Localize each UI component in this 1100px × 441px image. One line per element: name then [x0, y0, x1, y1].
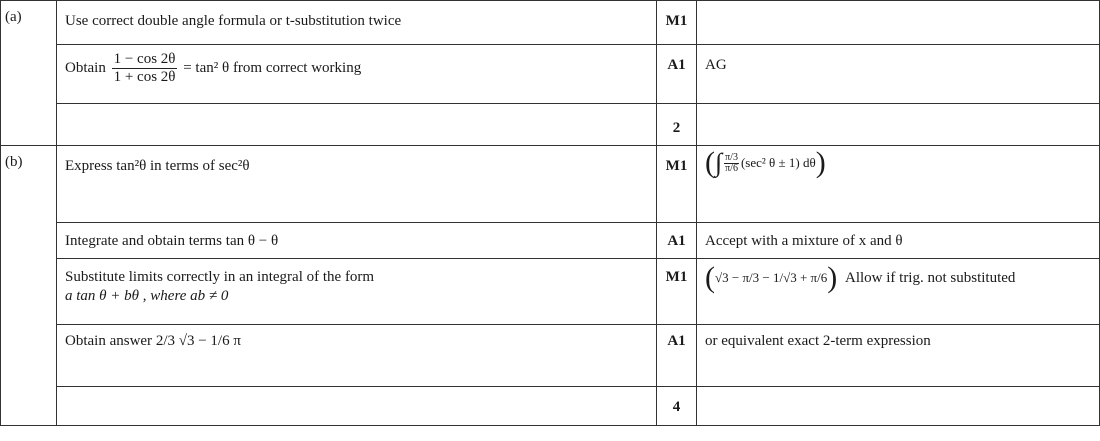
answer-cell [57, 387, 657, 426]
mark-cell [657, 387, 697, 426]
question-label: (a) [5, 9, 22, 25]
table-row [1, 1, 1100, 45]
guidance-cell [697, 223, 1100, 259]
answer-cell [57, 325, 657, 387]
mark-cell [657, 146, 697, 223]
integral-upper-limit: π/3 [725, 151, 738, 163]
mark: A1 [667, 57, 686, 73]
integrand: (sec² θ ± 1) dθ [740, 155, 816, 170]
mark: M1 [665, 269, 688, 285]
answer-formula [57, 45, 656, 86]
mark-cell [657, 223, 697, 259]
table-row [1, 45, 1100, 104]
guidance-cell [697, 104, 1100, 146]
mark-cell [657, 325, 697, 387]
mark-cell [657, 45, 697, 104]
answer-cell [57, 1, 657, 45]
guidance-cell [697, 45, 1100, 104]
answer-mid: = tan² θ [183, 59, 230, 76]
table-row [1, 387, 1100, 426]
table-row [1, 259, 1100, 325]
answer-cell [57, 223, 657, 259]
answer-prefix: Obtain answer [65, 333, 153, 350]
guidance-text: AG [705, 57, 727, 73]
fraction [112, 51, 178, 86]
mark-cell [657, 1, 697, 45]
guidance-cell [697, 146, 1100, 223]
total-marks: 4 [672, 399, 681, 415]
guidance-cell [697, 387, 1100, 426]
table-row [1, 223, 1100, 259]
answer-prefix: Obtain [65, 59, 106, 76]
answer-cell [57, 45, 657, 104]
mark: M1 [665, 13, 688, 29]
table-row [1, 104, 1100, 146]
answer-cell [57, 259, 657, 325]
answer-line-1: Substitute limits correctly in an integral of the form [65, 269, 375, 285]
guidance-text [697, 1, 1099, 13]
total-marks: 2 [672, 120, 681, 136]
table-row [1, 325, 1100, 387]
fraction-numerator: 1 − cos 2θ [113, 51, 176, 67]
answer-line-2: a tan θ + bθ , where ab ≠ 0 [65, 288, 229, 304]
answer-cell [57, 104, 657, 146]
question-label: (b) [5, 154, 23, 170]
mark: A1 [667, 333, 686, 349]
integral-limits [724, 153, 739, 174]
mark: A1 [667, 233, 686, 249]
question-label-cell [1, 146, 57, 426]
question-label-cell [1, 1, 57, 146]
guidance-note: Allow if trig. not substituted [844, 269, 1016, 286]
answer-cell [57, 146, 657, 223]
answer-formula [57, 325, 656, 350]
guidance-cell [697, 325, 1100, 387]
guidance-integral: (∫ $\frac{\pi/3}{\pi/6}$ (sec² θ ± 1) dθ) [705, 146, 826, 179]
answer-suffix: from correct working [232, 59, 362, 76]
answer-text: Use correct double angle formula or t-substitution twice [65, 13, 402, 29]
guidance-cell [697, 1, 1100, 45]
answer-text: Integrate and obtain terms tan θ − θ [65, 233, 279, 249]
guidance-text: or equivalent exact 2-term expression [705, 333, 931, 349]
guidance-cell [697, 259, 1100, 325]
table-row [1, 146, 1100, 223]
mark-cell [657, 259, 697, 325]
mark: M1 [665, 158, 688, 174]
answer-expression: 2/3 √3 − 1/6 π [155, 333, 241, 350]
guidance-text: Accept with a mixture of x and θ [705, 233, 903, 249]
answer-text: Express tan²θ in terms of sec²θ [65, 158, 250, 174]
mark-cell [657, 104, 697, 146]
integral-lower-limit: π/6 [725, 162, 738, 174]
guidance-expr: √3 − π/3 − 1/√3 + π/6 [715, 270, 828, 285]
fraction-denominator: 1 + cos 2θ [113, 69, 176, 85]
guidance-expression: (√3 − π/3 − 1/√3 + π/6) Allow if trig. not substituted [705, 261, 1016, 294]
